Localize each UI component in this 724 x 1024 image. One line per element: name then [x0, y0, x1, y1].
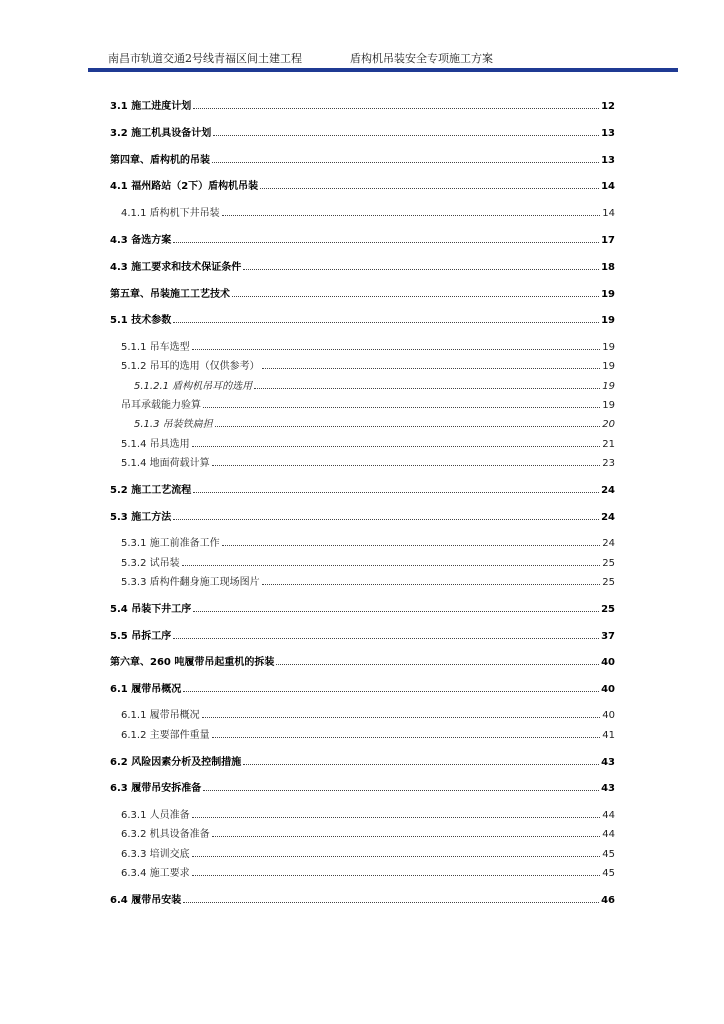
- toc-entry-page: 18: [601, 262, 615, 273]
- toc-leader-dots: [203, 790, 599, 791]
- toc-leader-dots: [212, 737, 601, 738]
- toc-entry-title: 4.1.1 盾构机下井吊装: [121, 208, 220, 219]
- toc-entry[interactable]: [110, 230, 615, 246]
- toc-entry-page: 25: [601, 604, 615, 615]
- toc-entry[interactable]: [110, 96, 615, 112]
- toc-entry-title: 4.3 备选方案: [110, 235, 172, 246]
- toc-leader-dots: [262, 584, 601, 585]
- toc-entry[interactable]: [110, 310, 615, 326]
- toc-leader-dots: [202, 717, 601, 718]
- toc-entry[interactable]: [134, 414, 615, 430]
- toc-entry-title: 6.4 履带吊安装: [110, 895, 182, 906]
- toc-leader-dots: [193, 492, 599, 493]
- toc-entry[interactable]: [110, 778, 615, 794]
- toc-entry-page: 41: [602, 730, 615, 741]
- toc-entry-page: 14: [602, 208, 615, 219]
- toc-entry[interactable]: [121, 203, 615, 219]
- toc-entry[interactable]: [121, 356, 615, 372]
- header-document-title: 盾构机吊装安全专项施工方案: [350, 52, 493, 65]
- toc-leader-dots: [243, 764, 599, 765]
- toc-entry-page: 19: [601, 289, 615, 300]
- toc-entry-title: 5.3.2 试吊装: [121, 558, 180, 569]
- toc-entry-title: 5.1.4 地面荷载计算: [121, 458, 210, 469]
- toc-entry-title: 3.1 施工进度计划: [110, 101, 192, 112]
- toc-entry-page: 45: [602, 868, 615, 879]
- toc-leader-dots: [173, 322, 599, 323]
- toc-entry-title: 6.3.3 培训交底: [121, 849, 190, 860]
- toc-entry-title: 6.3.2 机具设备准备: [121, 829, 210, 840]
- toc-leader-dots: [203, 407, 600, 408]
- toc-entry[interactable]: [110, 480, 615, 496]
- toc-entry-page: 13: [601, 155, 615, 166]
- toc-entry[interactable]: [121, 337, 615, 353]
- toc-entry-title: 5.1.3 吊装铁扁担: [134, 419, 213, 430]
- toc-leader-dots: [243, 269, 599, 270]
- toc-entry-title: 5.4 吊装下井工序: [110, 604, 192, 615]
- toc-entry[interactable]: [121, 805, 615, 821]
- toc-entry-title: 5.1 技术参数: [110, 315, 172, 326]
- toc-entry-page: 13: [601, 128, 615, 139]
- toc-entry[interactable]: [121, 824, 615, 840]
- toc-entry[interactable]: [110, 626, 615, 642]
- toc-entry-page: 45: [602, 849, 615, 860]
- toc-leader-dots: [192, 856, 601, 857]
- toc-entry-title: 5.2 施工工艺流程: [110, 485, 192, 496]
- toc-entry-page: 24: [601, 512, 615, 523]
- toc-leader-dots: [276, 664, 599, 665]
- toc-entry-page: 24: [601, 485, 615, 496]
- toc-entry-page: 19: [602, 342, 615, 353]
- toc-entry-page: 20: [602, 419, 615, 430]
- toc-entry-title: 6.1 履带吊概况: [110, 684, 182, 695]
- toc-entry-title: 5.1.4 吊具选用: [121, 439, 190, 450]
- toc-entry-title: 4.1 福州路站（2下）盾构机吊装: [110, 181, 259, 192]
- toc-entry-title: 6.1.1 履带吊概况: [121, 710, 200, 721]
- toc-entry-title: 5.3.1 施工前准备工作: [121, 538, 220, 549]
- toc-entry-title: 6.3.4 施工要求: [121, 868, 190, 879]
- toc-entry-page: 44: [602, 810, 615, 821]
- toc-leader-dots: [232, 296, 599, 297]
- toc-leader-dots: [192, 875, 601, 876]
- toc-entry[interactable]: [110, 507, 615, 523]
- toc-entry-page: 43: [601, 783, 615, 794]
- toc-leader-dots: [173, 242, 599, 243]
- toc-entry-page: 21: [602, 439, 615, 450]
- toc-entry[interactable]: [121, 725, 615, 741]
- toc-entry[interactable]: [121, 705, 615, 721]
- toc-entry[interactable]: [121, 572, 615, 588]
- toc-leader-dots: [173, 638, 599, 639]
- toc-entry[interactable]: [121, 434, 615, 450]
- toc-entry-title: 3.2 施工机具设备计划: [110, 128, 212, 139]
- toc-entry-title: 吊耳承载能力验算: [121, 400, 201, 411]
- toc-entry-title: 6.1.2 主要部件重量: [121, 730, 210, 741]
- toc-entry-page: 44: [602, 829, 615, 840]
- toc-entry-title: 5.1.1 吊车选型: [121, 342, 190, 353]
- toc-entry-title: 5.1.2 吊耳的选用（仅供参考）: [121, 361, 260, 372]
- toc-entry-title: 5.5 吊拆工序: [110, 631, 172, 642]
- toc-entry-page: 37: [601, 631, 615, 642]
- toc-leader-dots: [262, 368, 601, 369]
- toc-entry-page: 19: [601, 315, 615, 326]
- toc-entry[interactable]: [110, 284, 615, 300]
- toc-leader-dots: [212, 465, 601, 466]
- toc-entry-title: 4.3 施工要求和技术保证条件: [110, 262, 242, 273]
- toc-entry[interactable]: [134, 376, 615, 392]
- toc-entry[interactable]: [121, 395, 615, 411]
- toc-entry-page: 40: [601, 684, 615, 695]
- toc-entry[interactable]: [121, 453, 615, 469]
- toc-leader-dots: [183, 691, 599, 692]
- toc-entry-page: 24: [602, 538, 615, 549]
- toc-entry-title: 第五章、吊装施工工艺技术: [110, 289, 230, 300]
- toc-entry[interactable]: [110, 679, 615, 695]
- toc-entry-page: 46: [601, 895, 615, 906]
- toc-entry-title: 第四章、盾构机的吊装: [110, 155, 210, 166]
- toc-entry-page: 19: [602, 361, 615, 372]
- toc-entry-page: 14: [601, 181, 615, 192]
- toc-entry-page: 17: [601, 235, 615, 246]
- toc-leader-dots: [192, 817, 601, 818]
- toc-leader-dots: [212, 836, 601, 837]
- toc-entry[interactable]: [121, 844, 615, 860]
- toc-entry-title: 第六章、260 吨履带吊起重机的拆装: [110, 657, 275, 668]
- toc-entry-page: 12: [601, 101, 615, 112]
- toc-entry[interactable]: [121, 533, 615, 549]
- toc-entry-title: 6.3 履带吊安拆准备: [110, 783, 202, 794]
- toc-leader-dots: [254, 388, 600, 389]
- toc-leader-dots: [193, 108, 599, 109]
- toc-entry[interactable]: [110, 599, 615, 615]
- toc-entry-page: 40: [601, 657, 615, 668]
- toc-leader-dots: [260, 188, 599, 189]
- toc-entry-page: 25: [602, 577, 615, 588]
- toc-leader-dots: [213, 135, 599, 136]
- toc-leader-dots: [182, 565, 601, 566]
- toc-entry[interactable]: [110, 150, 615, 166]
- toc-entry-page: 40: [602, 710, 615, 721]
- toc-leader-dots: [193, 611, 599, 612]
- toc-leader-dots: [173, 519, 599, 520]
- toc-entry[interactable]: [110, 176, 615, 192]
- toc-entry[interactable]: [110, 123, 615, 139]
- toc-leader-dots: [222, 545, 601, 546]
- toc-entry[interactable]: [110, 257, 615, 273]
- toc-entry-page: 25: [602, 558, 615, 569]
- toc-leader-dots: [215, 426, 601, 427]
- toc-entry[interactable]: [110, 752, 615, 768]
- toc-entry[interactable]: [110, 890, 615, 906]
- toc-entry[interactable]: [121, 553, 615, 569]
- toc-leader-dots: [222, 215, 601, 216]
- toc-entry-page: 23: [602, 458, 615, 469]
- toc-entry-title: 6.2 风险因素分析及控制措施: [110, 757, 242, 768]
- toc-leader-dots: [192, 446, 601, 447]
- toc-entry[interactable]: [121, 863, 615, 879]
- toc-entry-title: 6.3.1 人员准备: [121, 810, 190, 821]
- toc-entry-title: 5.3 施工方法: [110, 512, 172, 523]
- toc-leader-dots: [192, 349, 601, 350]
- toc-leader-dots: [183, 902, 599, 903]
- toc-entry-page: 19: [602, 400, 615, 411]
- toc-leader-dots: [212, 162, 599, 163]
- toc-entry-title: 5.1.2.1 盾构机吊耳的选用: [134, 381, 253, 392]
- toc-entry-page: 43: [601, 757, 615, 768]
- toc-entry[interactable]: [110, 652, 615, 668]
- toc-entry-title: 5.3.3 盾构件翻身施工现场图片: [121, 577, 260, 588]
- toc-entry-page: 19: [602, 381, 615, 392]
- header-project-title: 南昌市轨道交通2号线青福区间土建工程: [108, 52, 302, 65]
